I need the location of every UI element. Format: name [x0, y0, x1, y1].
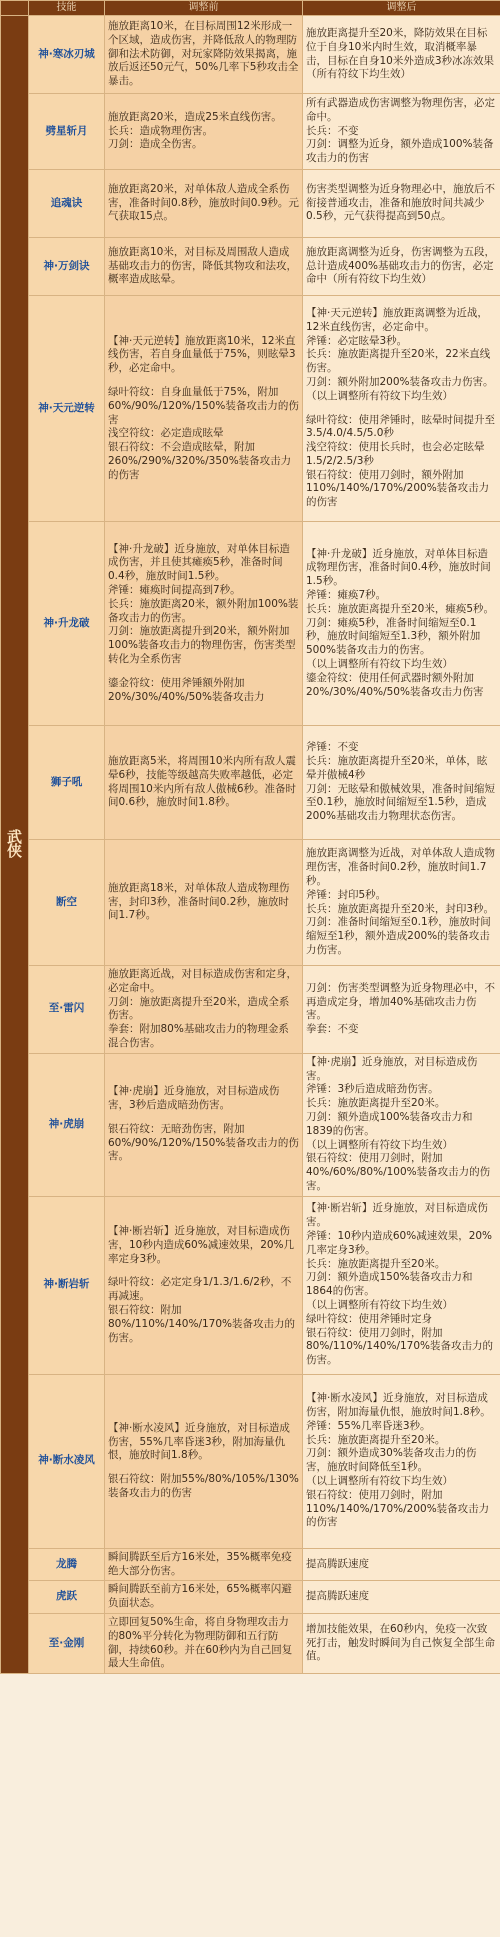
skill-name: 龙腾 [29, 1548, 105, 1581]
before-description-line: 刀剑：施放距离提升至20米，造成全系伤害。 [108, 995, 290, 1022]
header-skill: 技能 [29, 1, 105, 16]
skill-name: 神·断水凌风 [29, 1374, 105, 1548]
paragraph-gap [108, 1266, 299, 1276]
after-description-line: 鎏金符纹：使用任何武器时额外附加20%/30%/40%/50%装备攻击力伤害 [306, 671, 484, 698]
after-description-line: 斧锤：瘫痪7秒。 [306, 589, 387, 601]
before-description-line: 【神·断岩斩】近身施放，对目标造成伤害，10秒内造成60%减速效果，20%几率定身3秒。 [108, 1225, 295, 1265]
paragraph-gap [108, 1463, 299, 1473]
table-row [1, 1581, 500, 1614]
table-header-row [1, 1, 500, 16]
before-description-line: 施放距离10米，在目标周围12米形成一个区域，造成伤害，并降低敌人的物理防御和法术防御，对玩家降防效果揭离，施放后返还50元气，50%几率下5秒攻击全暴击。 [108, 20, 299, 88]
skill-name: 神·寒冰刃城 [29, 16, 105, 94]
skill-name: 神·升龙破 [29, 522, 105, 726]
before-description-line: 立即回复50%生命，将自身物理攻击力的80%平分转化为物理防御和五行防御，持续60秒。并在60秒内为自己回复最大生命值。 [108, 1615, 293, 1670]
skill-name: 断空 [29, 840, 105, 966]
before-description [105, 966, 303, 1054]
before-description [105, 1374, 303, 1548]
after-description-line: 刀剑：准备时间缩短至0.1秒，施放时间缩短至1秒，额外造成200%的装备攻击力伤害。 [306, 916, 491, 956]
before-description-line: 银石符纹：不会造成眩晕，附加260%/290%/320%/350%装备攻击力的伤害 [108, 441, 292, 481]
after-description-line: 施放距离调整为近身，伤害调整为五段，总计造成400%基础攻击力的伤害，必定命中（所有符纹下均生效） [306, 245, 495, 286]
skill-name: 追魂诀 [29, 170, 105, 238]
before-description-line: 【神·升龙破】近身施放，对单体目标造成伤害，并且使其瘫痪5秒，准备时间0.4秒，施放时间1.5秒。 [108, 542, 290, 583]
after-description-line: 提高腾跃速度 [306, 1557, 369, 1570]
after-description-line: 刀剑：调整为近身，额外造成100%装备攻击力的伤害 [306, 138, 494, 165]
after-description-line: 长兵：施放距离提升至20米，单体，眩晕并傲械4秒 [306, 754, 488, 781]
after-description-line: 拳套：不变 [306, 1023, 359, 1036]
before-description-line: 【神·虎崩】近身施放，对目标造成伤害，3秒后造成暗劲伤害。 [108, 1085, 280, 1112]
table-row [1, 16, 500, 94]
before-description-line: 施放距离20米，对单体敌人造成全系伤害，准备时间0.8秒，施放时间0.9秒。元气获取15点。 [108, 182, 299, 223]
after-description-line: 增加技能效果，在60秒内，免疫一次致死打击，触发时瞬间为自己恢复全部生命值。 [306, 1622, 495, 1663]
before-description-line: 施放距离5米，将周围10米内所有敌人震晕6秒，技能等级越高失败率越低，必定将周围10米内所有敌人傲械6秒。准备时间0.6秒，施放时间1.8秒。 [108, 754, 297, 809]
before-description-line: 银石符纹：附加80%/110%/140%/170%装备攻击力的伤害。 [108, 1304, 296, 1344]
after-description-line: 斧锤：10秒内造成60%减速效果，20%几率定身3秒。 [306, 1230, 493, 1256]
skill-name: 劈星斩月 [29, 94, 105, 170]
after-description-line: 长兵：施放距离提升至20米，22米直线伤害。 [306, 348, 491, 375]
before-description-line: 银石符纹：附加55%/80%/105%/130%装备攻击力的伤害 [108, 1473, 299, 1499]
after-description-line: 绿叶符纹：使用斧锤时定身 [306, 1312, 432, 1325]
table-row [1, 1053, 500, 1196]
before-description [105, 1053, 303, 1196]
header-after: 调整后 [303, 1, 500, 16]
skill-name: 狮子吼 [29, 726, 105, 840]
after-description-line: 施放距离调整为近战，对单体敌人造成物理伤害，准备时间0.2秒，施放时间1.7秒。 [306, 847, 495, 887]
skill-name: 神·虎崩 [29, 1053, 105, 1196]
after-description-line: 银石符纹：使用刀剑时，附加110%/140%/170%/200%装备攻击力的伤害 [306, 1488, 490, 1529]
header-blank [1, 1, 29, 16]
category-label: 武侠 [1, 16, 29, 1674]
after-description-line: 长兵：不变 [306, 124, 359, 137]
paragraph-gap [108, 1113, 299, 1123]
table-row [1, 296, 500, 522]
table-row [1, 966, 500, 1054]
after-description-line: 绿叶符纹：使用斧锤时，眩晕时间提升至3.5/4.0/4.5/5.0秒 [306, 413, 495, 440]
after-description-line: （以上调整所有符纹下均生效） [306, 389, 453, 402]
table-row [1, 840, 500, 966]
table-row [1, 1613, 500, 1673]
after-description-line: 【神·虎崩】近身施放，对目标造成伤害。 [306, 1055, 478, 1082]
after-description-line: 刀剑：瘫痪5秒，准备时间缩短至0.1秒，施放时间缩短至1.3秒，额外附加500%装备攻击力的伤害。 [306, 616, 481, 657]
table-row [1, 522, 500, 726]
before-description-line: 瞬间腾跃至前方16米处，65%概率闪避负面状态。 [108, 1583, 292, 1610]
after-description-line: （以上调整所有符纹下均生效） [306, 1475, 453, 1488]
after-description-line: 长兵：施放距离提升至20米，封印3秒。 [306, 902, 495, 915]
after-description-line: 【神·断岩斩】近身施放，对目标造成伤害。 [306, 1202, 488, 1229]
after-description-line: 斧锤：不变 [306, 741, 359, 754]
before-description [105, 1581, 303, 1614]
before-description-line: 施放距离近战，对目标造成伤害和定身，必定命中。 [108, 968, 297, 994]
header-before: 调整前 [105, 1, 303, 16]
after-description-line: 伤害类型调整为近身物理必中，施放后不衔接普通攻击，准备和施放时间共减少0.5秒，元气获得提高到50点。 [306, 182, 495, 223]
before-description [105, 296, 303, 522]
after-description-line: 长兵：施放距离提升至20米。 [306, 1097, 446, 1110]
after-description [303, 522, 500, 726]
after-description [303, 1548, 500, 1581]
after-description [303, 238, 500, 296]
before-description-line: 施放距离10米，对目标及周围敌人造成基础攻击力的伤害，降低其物攻和法攻，概率造成眩晕。 [108, 245, 297, 286]
after-description-line: 【神·天元逆转】施放距离调整为近战，12米直线伤害，必定命中。 [306, 306, 488, 333]
before-description-line: 银石符纹：无暗劲伤害，附加60%/90%/120%/150%装备攻击力的伤害。 [108, 1122, 299, 1163]
after-description-line: 刀剑：额外附加200%装备攻击力伤害。 [306, 375, 494, 388]
after-description-line: 刀剑：额外造成150%装备攻击力和1864的伤害。 [306, 1271, 473, 1298]
before-description [105, 238, 303, 296]
after-description-line: 银石符纹：使用刀剑时，附加80%/110%/140%/170%装备攻击力的伤害。 [306, 1326, 494, 1367]
skill-name: 神·断岩斩 [29, 1196, 105, 1374]
after-description [303, 726, 500, 840]
after-description-line: 【神·断水凌风】近身施放，对目标造成伤害，附加海量仇恨，施放时间1.8秒。 [306, 1392, 491, 1419]
after-description-line: （以上调整所有符纹下均生效） [306, 657, 453, 670]
before-description [105, 94, 303, 170]
after-description [303, 1374, 500, 1548]
after-description-line: 刀剑：额外造成30%装备攻击力的伤害，施放时间降低至1秒。 [306, 1447, 477, 1474]
table-row [1, 170, 500, 238]
before-description [105, 1196, 303, 1374]
before-description-line: 施放距离20米，造成25米直线伤害。 [108, 110, 282, 123]
after-description [303, 16, 500, 94]
table-row [1, 726, 500, 840]
before-description-line: 瞬间腾跃至后方16米处，35%概率免疫绝大部分伤害。 [108, 1550, 292, 1577]
before-description [105, 16, 303, 94]
after-description [303, 966, 500, 1054]
skill-name: 至·雷闪 [29, 966, 105, 1054]
after-description-line: 刀剑：额外造成100%装备攻击力和1839的伤害。 [306, 1110, 473, 1137]
skill-name: 至·金刚 [29, 1613, 105, 1673]
before-description-line: 施放距离18米，对单体敌人造成物理伤害，封印3秒，准备时间0.2秒，施放时间1.7秒。 [108, 881, 290, 922]
after-description-line: 长兵：施放距离提升至20米，瘫痪5秒。 [306, 602, 495, 615]
after-description-line: 斧锤：55%几率昏迷3秒。 [306, 1419, 431, 1432]
before-description [105, 1548, 303, 1581]
paragraph-gap [306, 404, 497, 414]
after-description-line: 银石符纹：使用刀剑时，额外附加110%/140%/170%/200%装备攻击力的伤害 [306, 468, 490, 509]
after-description-line: 斧锤：必定眩晕3秒。 [306, 334, 408, 347]
before-description-line: 绿叶符纹：必定定身1/1.3/1.6/2秒，不再减速。 [108, 1276, 292, 1303]
before-description-line: 刀剑：造成全伤害。 [108, 138, 203, 151]
skill-name: 神·天元逆转 [29, 296, 105, 522]
before-description-line: 刀剑：施放距离提升到20米，额外附加100%装备攻击力的物理伤害，伤害类型转化为全系伤害 [108, 625, 296, 665]
before-description-line: 鎏金符纹：使用斧锤额外附加20%/30%/40%/50%装备攻击力 [108, 676, 265, 703]
before-description [105, 522, 303, 726]
table-row [1, 94, 500, 170]
before-description [105, 726, 303, 840]
before-description-line: 斧锤：瘫痪时间提高到7秒。 [108, 584, 241, 596]
after-description-line: 长兵：施放距离提升至20米。 [306, 1433, 446, 1446]
before-description [105, 1613, 303, 1673]
table-row [1, 1196, 500, 1374]
before-description-line: 拳套：附加80%基础攻击力的物理金系混合伤害。 [108, 1023, 289, 1049]
after-description-line: 刀剑：伤害类型调整为近身物理必中，不再造成定身，增加40%基础攻击力伤害。 [306, 981, 495, 1022]
before-description [105, 840, 303, 966]
after-description [303, 840, 500, 966]
skill-name: 虎跃 [29, 1581, 105, 1614]
table-row [1, 238, 500, 296]
before-description [105, 170, 303, 238]
after-description [303, 1581, 500, 1614]
paragraph-gap [108, 667, 299, 677]
after-description-line: 所有武器造成伤害调整为物理伤害，必定命中。 [306, 97, 495, 123]
after-description-line: （以上调整所有符纹下均生效） [306, 1138, 453, 1151]
paragraph-gap [108, 376, 299, 386]
after-description-line: 浅空符纹：使用长兵时，也会必定眩晕1.5/2/2.5/3秒 [306, 441, 485, 467]
table-row [1, 1548, 500, 1581]
after-description-line: 斧锤：3秒后造成暗劲伤害。 [306, 1083, 439, 1096]
before-description-line: 长兵：施放距离20米，额外附加100%装备攻击力的伤害。 [108, 597, 299, 624]
after-description-line: 【神·升龙破】近身施放，对单体目标造成物理伤害，准备时间0.4秒，施放时间1.5秒。 [306, 547, 491, 588]
before-description-line: 【神·断水凌风】近身施放，对目标造成伤害，55%几率昏迷3秒，附加海量仇恨，施放时间1.8秒。 [108, 1421, 290, 1462]
after-description-line: 银石符纹：使用刀剑时，附加40%/60%/80%/100%装备攻击力的伤害。 [306, 1152, 491, 1192]
after-description [303, 170, 500, 238]
after-description-line: （以上调整所有符纹下均生效） [306, 1299, 453, 1312]
after-description-line: 提高腾跃速度 [306, 1590, 369, 1603]
after-description [303, 1053, 500, 1196]
after-description [303, 1196, 500, 1374]
before-description-line: 长兵：造成物理伤害。 [108, 124, 213, 137]
before-description-line: 【神·天元逆转】施放距离10米，12米直线伤害，若自身血量低于75%，则眩晕3秒，必定命中。 [108, 334, 296, 375]
table-row [1, 1374, 500, 1548]
after-description [303, 296, 500, 522]
after-description [303, 94, 500, 170]
before-description-line: 浅空符纹：必定造成眩晕 [108, 427, 224, 440]
after-description [303, 1613, 500, 1673]
after-description-line: 刀剑：无眩晕和傲械效果，准备时间缩短至0.1秒，施放时间缩短至1.5秒，造成200%基础攻击力物理状态伤害。 [306, 782, 495, 823]
after-description-line: 斧锤：封印5秒。 [306, 888, 387, 901]
skill-name: 神·万剑诀 [29, 238, 105, 296]
before-description-line: 绿叶符纹：自身血量低于75%，附加60%/90%/120%/150%装备攻击力的伤害 [108, 385, 299, 426]
after-description-line: 长兵：施放距离提升至20米。 [306, 1257, 446, 1270]
after-description-line: 施放距离提升至20米，降防效果在目标位于自身10米内时生效，取消概率暴击，目标在自身10米外造成3秒冰冻效果（所有符纹下均生效） [306, 26, 495, 81]
